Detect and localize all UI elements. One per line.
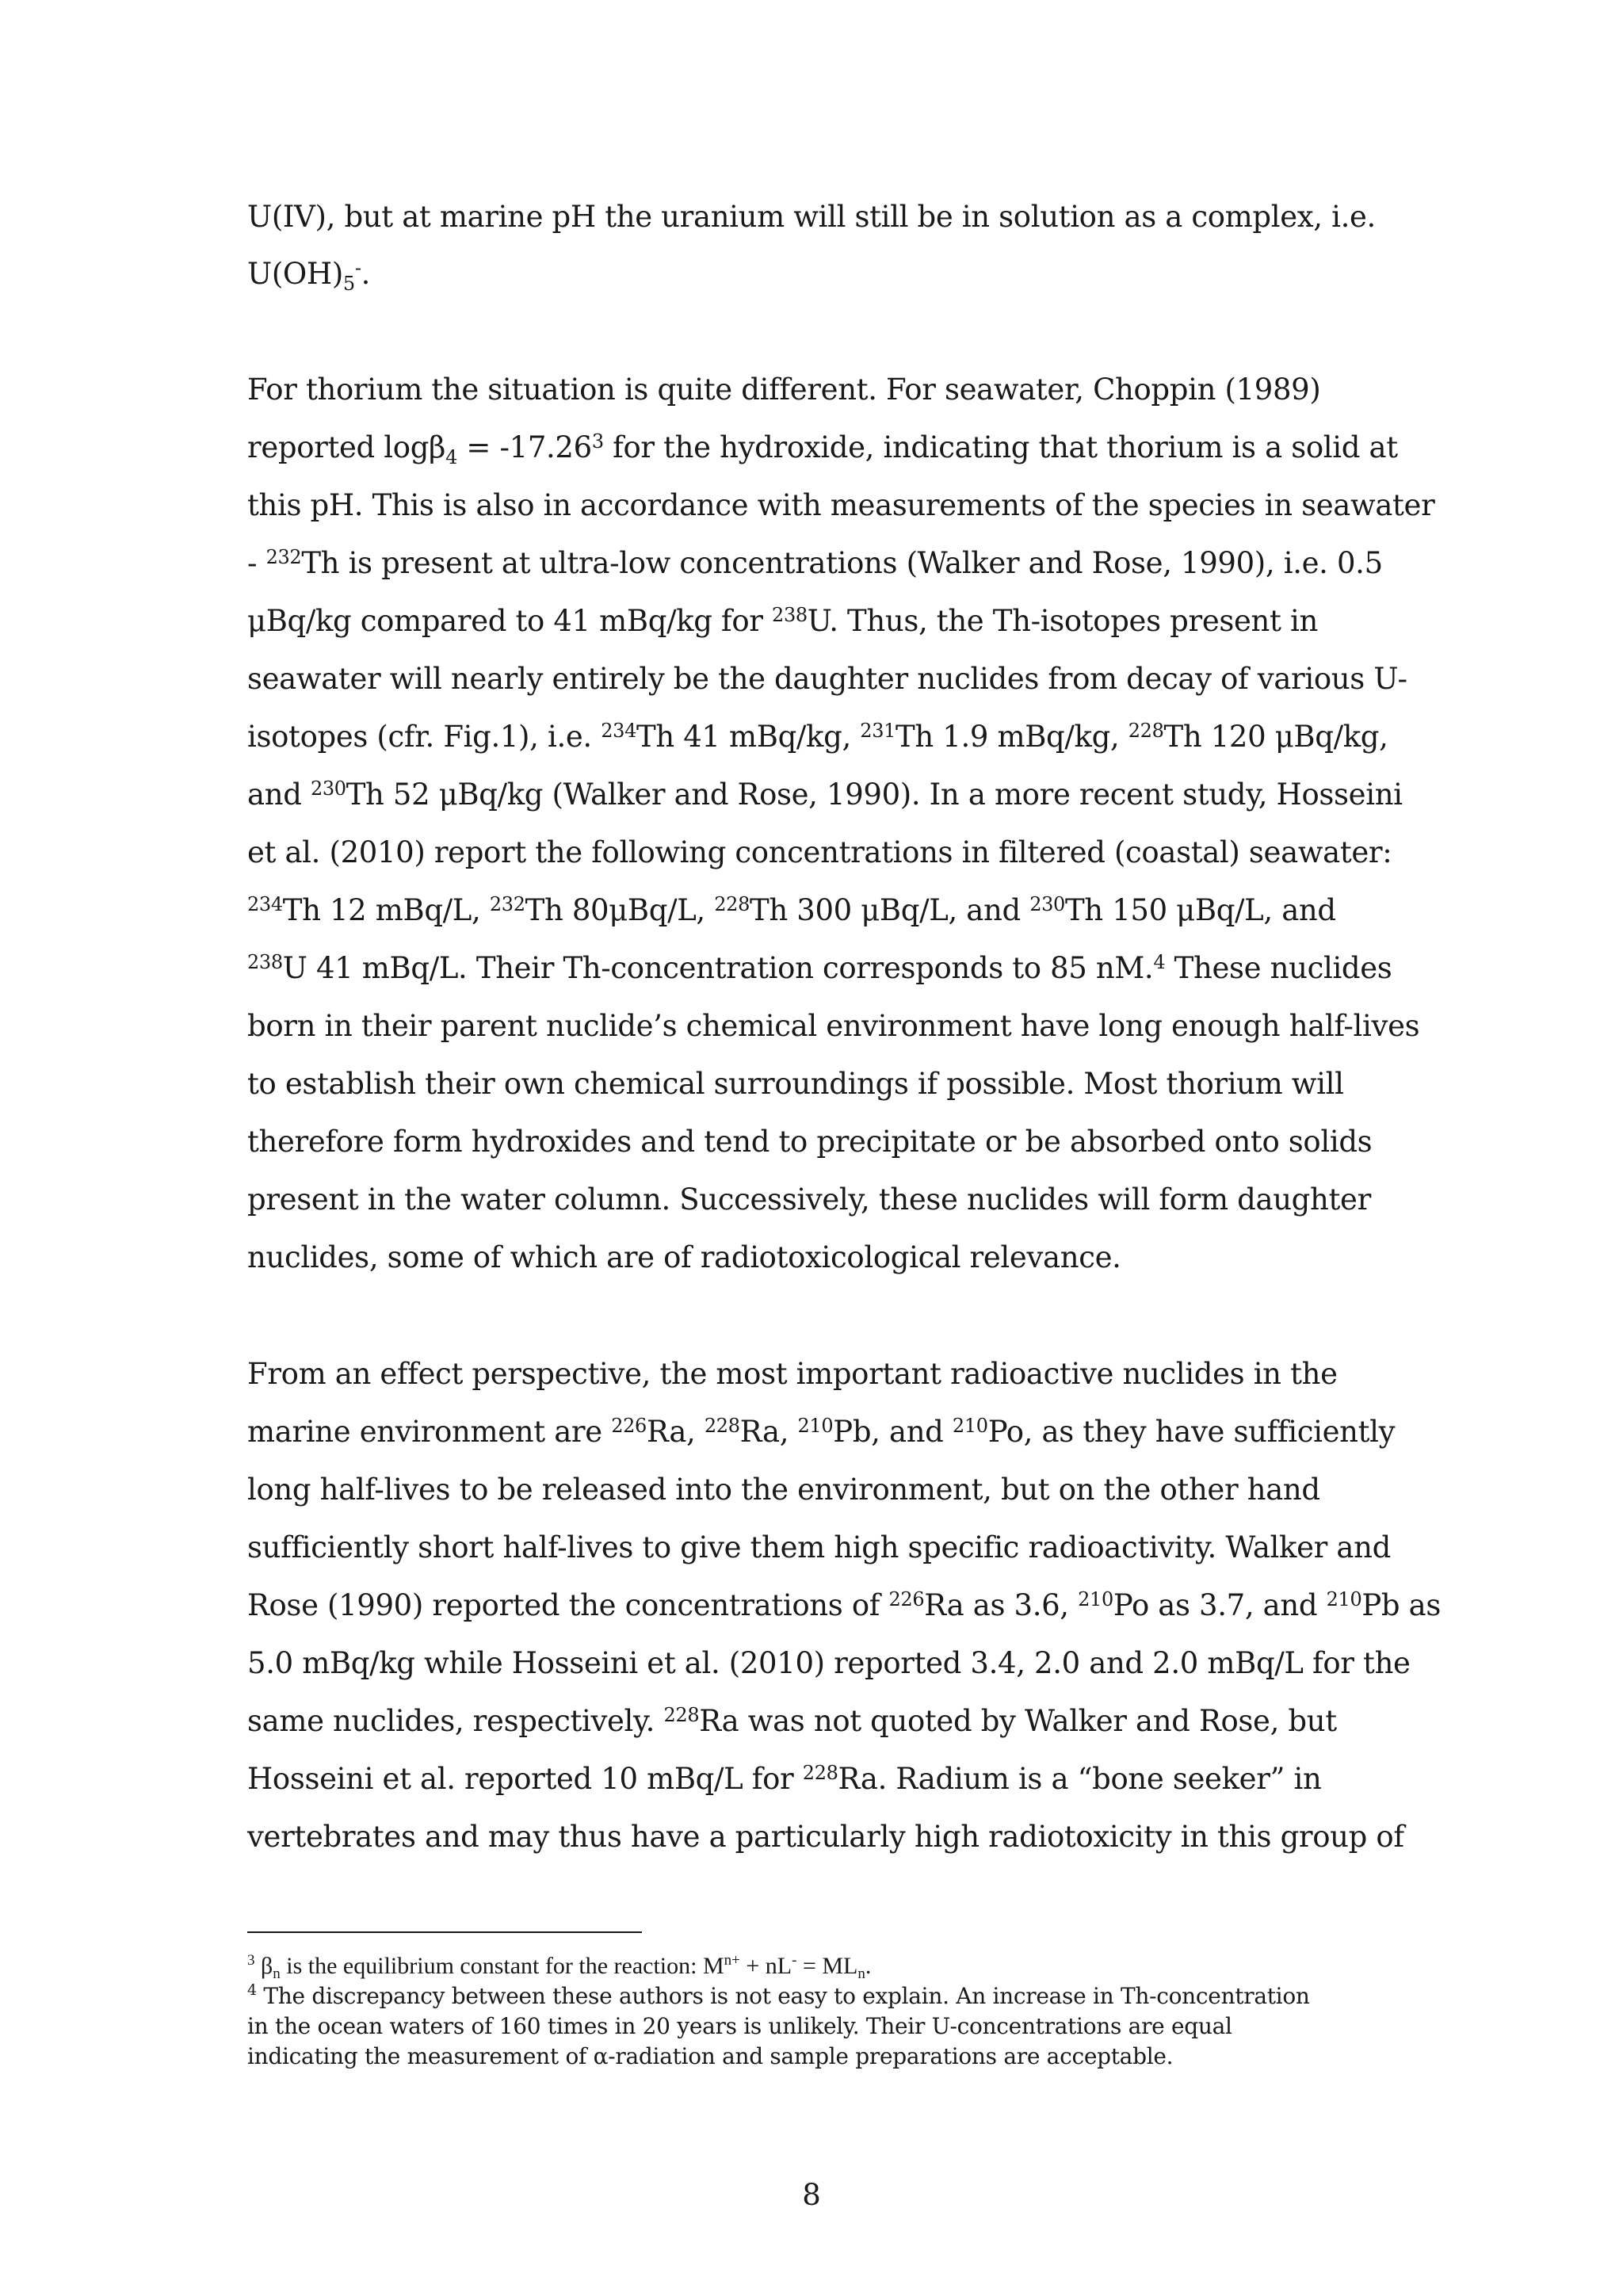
body-text-line: marine environment are $^{226}$Ra, $^{228}$Ra, $^{210}$Pb, and $^{210}$Po, as they have sufficiently <box>247 1415 1396 1449</box>
footnote-3: $^3$ $\beta_n$ is the equilibrium constant for the reaction: $M^{n+} + nL^- = ML_n$. <box>247 1952 872 1982</box>
body-text-line: therefore form hydroxides and tend to precipitate or be absorbed onto solids <box>247 1125 1373 1159</box>
body-text-line: born in their parent nuclide’s chemical environment have long enough half-lives <box>247 1009 1420 1043</box>
footnote-separator <box>247 1931 642 1933</box>
body-text-line: and $^{230}$Th 52 μBq/kg (Walker and Rose, 1990). In a more recent study, Hosseini <box>247 777 1403 812</box>
body-text-line: to establish their own chemical surroundings if possible. Most thorium will <box>247 1067 1344 1101</box>
body-text-line: $U(OH)_5^-$. <box>247 257 371 295</box>
body-text-line: Hosseini et al. reported 10 mBq/L for $^{228}$Ra. Radium is a “bone seeker” in <box>247 1762 1322 1796</box>
body-text-line: Rose (1990) reported the concentrations of $^{226}$Ra as 3.6, $^{210}$Po as 3.7, and $^{210}$Pb as <box>247 1588 1442 1622</box>
body-text-line: μBq/kg compared to 41 mBq/kg for $^{238}$U. Thus, the Th-isotopes present in <box>247 604 1318 638</box>
body-text-line: same nuclides, respectively. $^{228}$Ra was not quoted by Walker and Rose, but <box>247 1704 1337 1738</box>
footnote-4-line: in the ocean waters of 160 times in 20 years is unlikely. Their U-concentrations are equal <box>247 2013 1232 2039</box>
body-text-line: From an effect perspective, the most important radioactive nuclides in the <box>247 1357 1338 1391</box>
body-text-line: U(IV), but at marine pH the uranium will still be in solution as a complex, i.e. <box>247 200 1376 234</box>
body-text-line: sufficiently short half-lives to give them high specific radioactivity. Walker and <box>247 1530 1391 1564</box>
body-text-line: $^{234}$Th 12 mBq/L, $^{232}$Th 80μBq/L, $^{228}$Th 300 μBq/L, and $^{230}$Th 150 μBq/L, and <box>247 893 1336 927</box>
body-text-line: et al. (2010) report the following concentrations in filtered (coastal) seawater: <box>247 835 1392 869</box>
body-text-line: 5.0 mBq/kg while Hosseini et al. (2010) reported 3.4, 2.0 and 2.0 mBq/L for the <box>247 1646 1411 1680</box>
body-text-line: nuclides, some of which are of radiotoxicological relevance. <box>247 1240 1121 1274</box>
body-text-line: isotopes (cfr. Fig.1), i.e. $^{234}$Th 41 mBq/kg, $^{231}$Th 1.9 mBq/kg, $^{228}$Th 120 μBq/kg, <box>247 720 1388 754</box>
body-text-line: vertebrates and may thus have a particularly high radiotoxicity in this group of <box>247 1820 1404 1854</box>
body-text-line: reported $\log\beta_4 = -17.26^3$ for the hydroxide, indicating that thorium is a solid at <box>247 430 1398 468</box>
body-text-line: long half-lives to be released into the environment, but on the other hand <box>247 1473 1320 1507</box>
footnote-4-line: indicating the measurement of α-radiation and sample preparations are acceptable. <box>247 2043 1174 2069</box>
body-text-line: this pH. This is also in accordance with measurements of the species in seawater <box>247 488 1435 522</box>
page-number: 8 <box>802 2178 821 2212</box>
body-text-line: $^{238}$U 41 mBq/L. Their Th-concentration corresponds to 85 nM.$^4$ These nuclides <box>247 951 1392 985</box>
body-text-line: seawater will nearly entirely be the daughter nuclides from decay of various U- <box>247 662 1407 696</box>
body-text-line: - $^{232}$Th is present at ultra-low concentrations (Walker and Rose, 1990), i.e. 0.5 <box>247 546 1383 580</box>
body-text-line: present in the water column. Successively, these nuclides will form daughter <box>247 1182 1371 1217</box>
footnote-4-line: $^4$ The discrepancy between these authors is not easy to explain. An increase in Th-concentration <box>247 1981 1310 2009</box>
body-text-line: For thorium the situation is quite different. For seawater, Choppin (1989) <box>247 372 1321 407</box>
